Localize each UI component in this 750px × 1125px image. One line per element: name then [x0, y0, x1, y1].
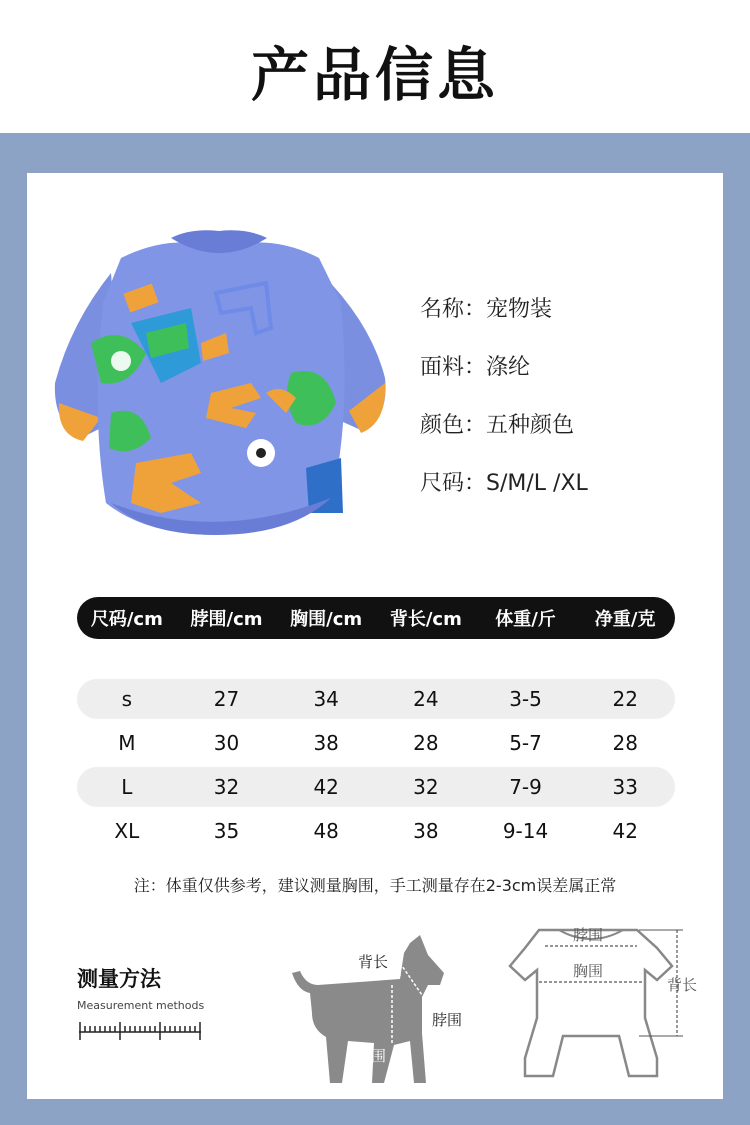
dog-neck-label: 脖围: [432, 1011, 462, 1029]
table-cell: 38: [413, 819, 439, 843]
table-cell: 28: [413, 731, 439, 755]
info-size-row: [420, 467, 588, 525]
table-cell: 22: [612, 687, 638, 711]
table-cell: 28: [612, 731, 638, 755]
size-table-header: [77, 597, 675, 639]
header-cell: 尺码/cm: [90, 609, 163, 630]
table-cell: 42: [612, 819, 638, 843]
shirt-chest-label: 胸围: [573, 962, 604, 980]
table-cell: 35: [213, 819, 240, 843]
dog-back-label: 背长: [358, 953, 389, 971]
info-value: 宠物装: [486, 297, 553, 322]
info-value: 涤纶: [486, 355, 531, 380]
info-color-row: [420, 409, 588, 467]
header-cell: 胸围/cm: [290, 609, 363, 630]
table-cell: 42: [313, 775, 339, 799]
info-fabric-row: [420, 351, 588, 409]
info-name-row: [420, 293, 588, 351]
table-cell: 7-9: [509, 775, 542, 799]
table-cell: 9-14: [502, 819, 549, 843]
table-cell: XL: [114, 819, 140, 843]
dog-silhouette-icon: [282, 933, 462, 1093]
header-cell: 体重/斤: [495, 609, 556, 630]
content-panel: [27, 173, 723, 1099]
info-label: 面料：: [420, 355, 487, 380]
table-cell: 3-5: [509, 687, 542, 711]
table-cell: 38: [313, 731, 339, 755]
info-label: 名称：: [420, 297, 487, 322]
table-cell: 5-7: [509, 731, 542, 755]
table-cell: 24: [413, 687, 439, 711]
table-cell: 27: [213, 687, 240, 711]
size-table: [77, 597, 675, 855]
shirt-back-label: 背长: [667, 976, 698, 994]
shirt-outline-icon: [507, 918, 707, 1083]
table-cell: s: [121, 687, 133, 711]
ruler-icon: [77, 1020, 203, 1042]
header-cell: 净重/克: [594, 609, 656, 630]
info-label: 尺码：: [420, 471, 487, 496]
content-frame: [0, 133, 750, 1125]
table-cell: L: [121, 775, 133, 799]
product-info-list: [420, 293, 588, 525]
shirt-neck-label: 脖围: [573, 926, 604, 944]
table-cell: M: [118, 731, 136, 755]
table-cell: 32: [413, 775, 439, 799]
pet-sweater-image: [51, 213, 391, 543]
table-row: [77, 679, 675, 719]
info-value: S/M/L /XL: [486, 471, 588, 496]
info-value: 五种颜色: [486, 413, 575, 438]
measurement-subtitle: Measurement methods: [77, 999, 205, 1012]
info-label: 颜色：: [420, 413, 487, 438]
dog-chest-label: 胸围: [356, 1047, 387, 1065]
table-cell: 34: [313, 687, 339, 711]
measurement-method-block: [77, 963, 204, 1046]
table-row: [77, 811, 675, 851]
table-row: [77, 767, 675, 807]
measurement-title: 测量方法: [77, 967, 161, 991]
header-cell: 脖围/cm: [190, 609, 263, 630]
table-cell: 33: [612, 775, 638, 799]
table-cell: 30: [213, 731, 240, 755]
table-cell: 48: [313, 819, 339, 843]
page-title: 产品信息: [250, 41, 499, 109]
size-table-body: [77, 679, 675, 851]
header-cell: 背长/cm: [389, 609, 462, 630]
measurement-note: 注：体重仅供参考，建议测量胸围，手工测量存在2-3cm误差属正常: [133, 876, 617, 895]
table-cell: 32: [213, 775, 240, 799]
table-row: [77, 723, 675, 763]
